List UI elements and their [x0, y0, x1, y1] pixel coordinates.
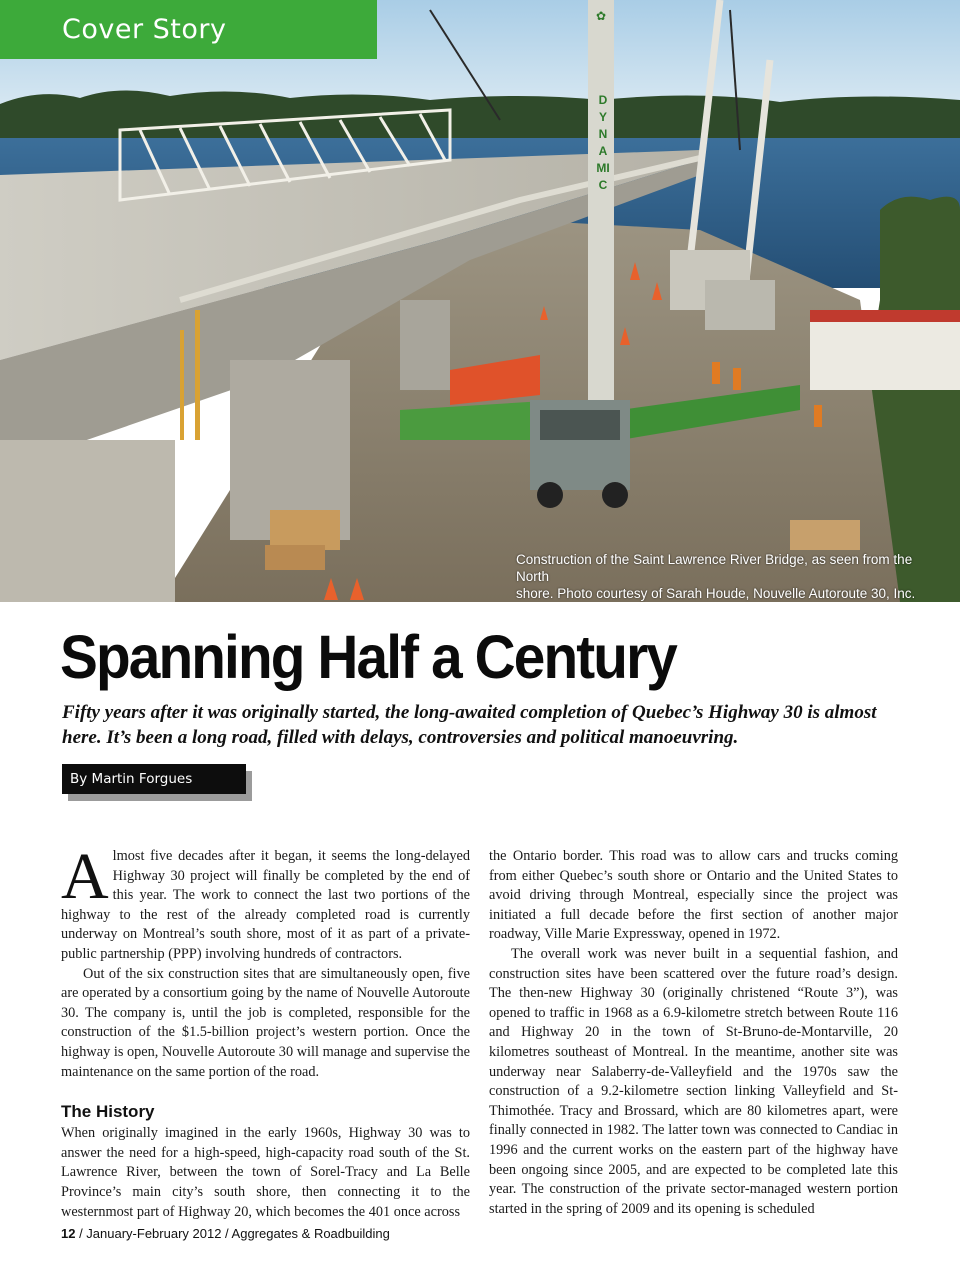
page-footer: [61, 1226, 390, 1241]
byline: By Martin Forgues: [62, 764, 246, 794]
page-number: 12: [61, 1226, 76, 1241]
paragraph-text: lmost five decades after it began, it seems the long-delayed Highway 30 project will finally be completed by the end of this year. The work to connect the last two portions of the highway to the rest of the already completed road is currently underway on Montreal’s south shore, most of it as part of a private-public partnership (PPP) involving hundreds of contractors.: [61, 848, 470, 962]
photo-caption-line1: Construction of the Saint Lawrence River Bridge, as seen from the North: [516, 552, 913, 584]
article-deck: Fifty years after it was originally started, the long-awaited completion of Quebec’s Highway 30 is almost here. It’s been a long road, filled with delays, controversies and political manoeuvring.: [62, 702, 877, 748]
crane-lettering: DYNAMIC: [596, 93, 610, 192]
issue-info: / January-February 2012 / Aggregates & Roadbuilding: [75, 1226, 390, 1241]
paragraph: When originally imagined in the early 1960s, Highway 30 was to answer the need for a high-speed, high-capacity road south of the St. Lawrence River, between the town of Sorel-Tracy and La Belle Province’s main city’s south shore, then connecting it to the westernmost part of Highway 20, which becomes the 401 once across: [61, 1125, 470, 1220]
drop-cap: A: [61, 840, 109, 913]
photo-caption: [516, 551, 936, 602]
article-title: Spanning Half a Century: [60, 623, 676, 691]
photo-caption-line2: shore. Photo courtesy of Sarah Houde, Nouvelle Autoroute 30, Inc.: [516, 586, 916, 601]
cover-photo: [0, 0, 960, 602]
section-heading: The History: [61, 1102, 155, 1122]
paragraph: the Ontario border. This road was to allow cars and trucks coming from either Quebec’s south shore or Ontario and the United States to avoid driving through Montreal, especially since the project was initiated a full decade before the first section of another major roadway, Ville Marie Expressway, opened in 1972.: [489, 848, 898, 943]
bridge-construction-illustration: [0, 0, 960, 602]
body-column-left: [61, 840, 470, 1222]
section-label: Cover Story: [0, 0, 377, 59]
paragraph: [61, 840, 470, 965]
paragraph: Out of the six construction sites that are simultaneously open, five are operated by a consortium going by the name of Nouvelle Autoroute 30. The company is, until the job is completed, responsible for the construction of the $1.5-billion project’s western portion. Once the highway is open, Nouvelle Autoroute 30 will manage and supervise the maintenance on the same portion of the road.: [61, 965, 470, 1080]
paragraph: The overall work was never built in a sequential fashion, and construction sites have been scattered over the future road’s design. The then-new Highway 30 (originally christened “Route 3”), was opened to traffic in 1968 as a 6.9-kilometre stretch between Route 116 and Highway 20 in the town of St-Bruno-de-Montarville, 20 kilometres southeast of Montreal. In the meantime, another site was underway near Salaberry-de-Valleyfield and the 1970s saw the construction of a 9.2-kilometre section linking Valleyfield and St-Thimothée. Tracy and Brossard, which are 80 kilometres apart, were finally connected in 1982. The latter town was connected to Candiac in 1996 and the current works on the eastern part of the highway have been ongoing since 2005, and are expected to be completed late this year. The construction of the private sector-managed western portion started in the spring of 2009 and its opening is scheduled: [489, 945, 898, 1217]
body-column-right: [489, 847, 898, 1219]
svg-text:✿: ✿: [595, 9, 607, 23]
